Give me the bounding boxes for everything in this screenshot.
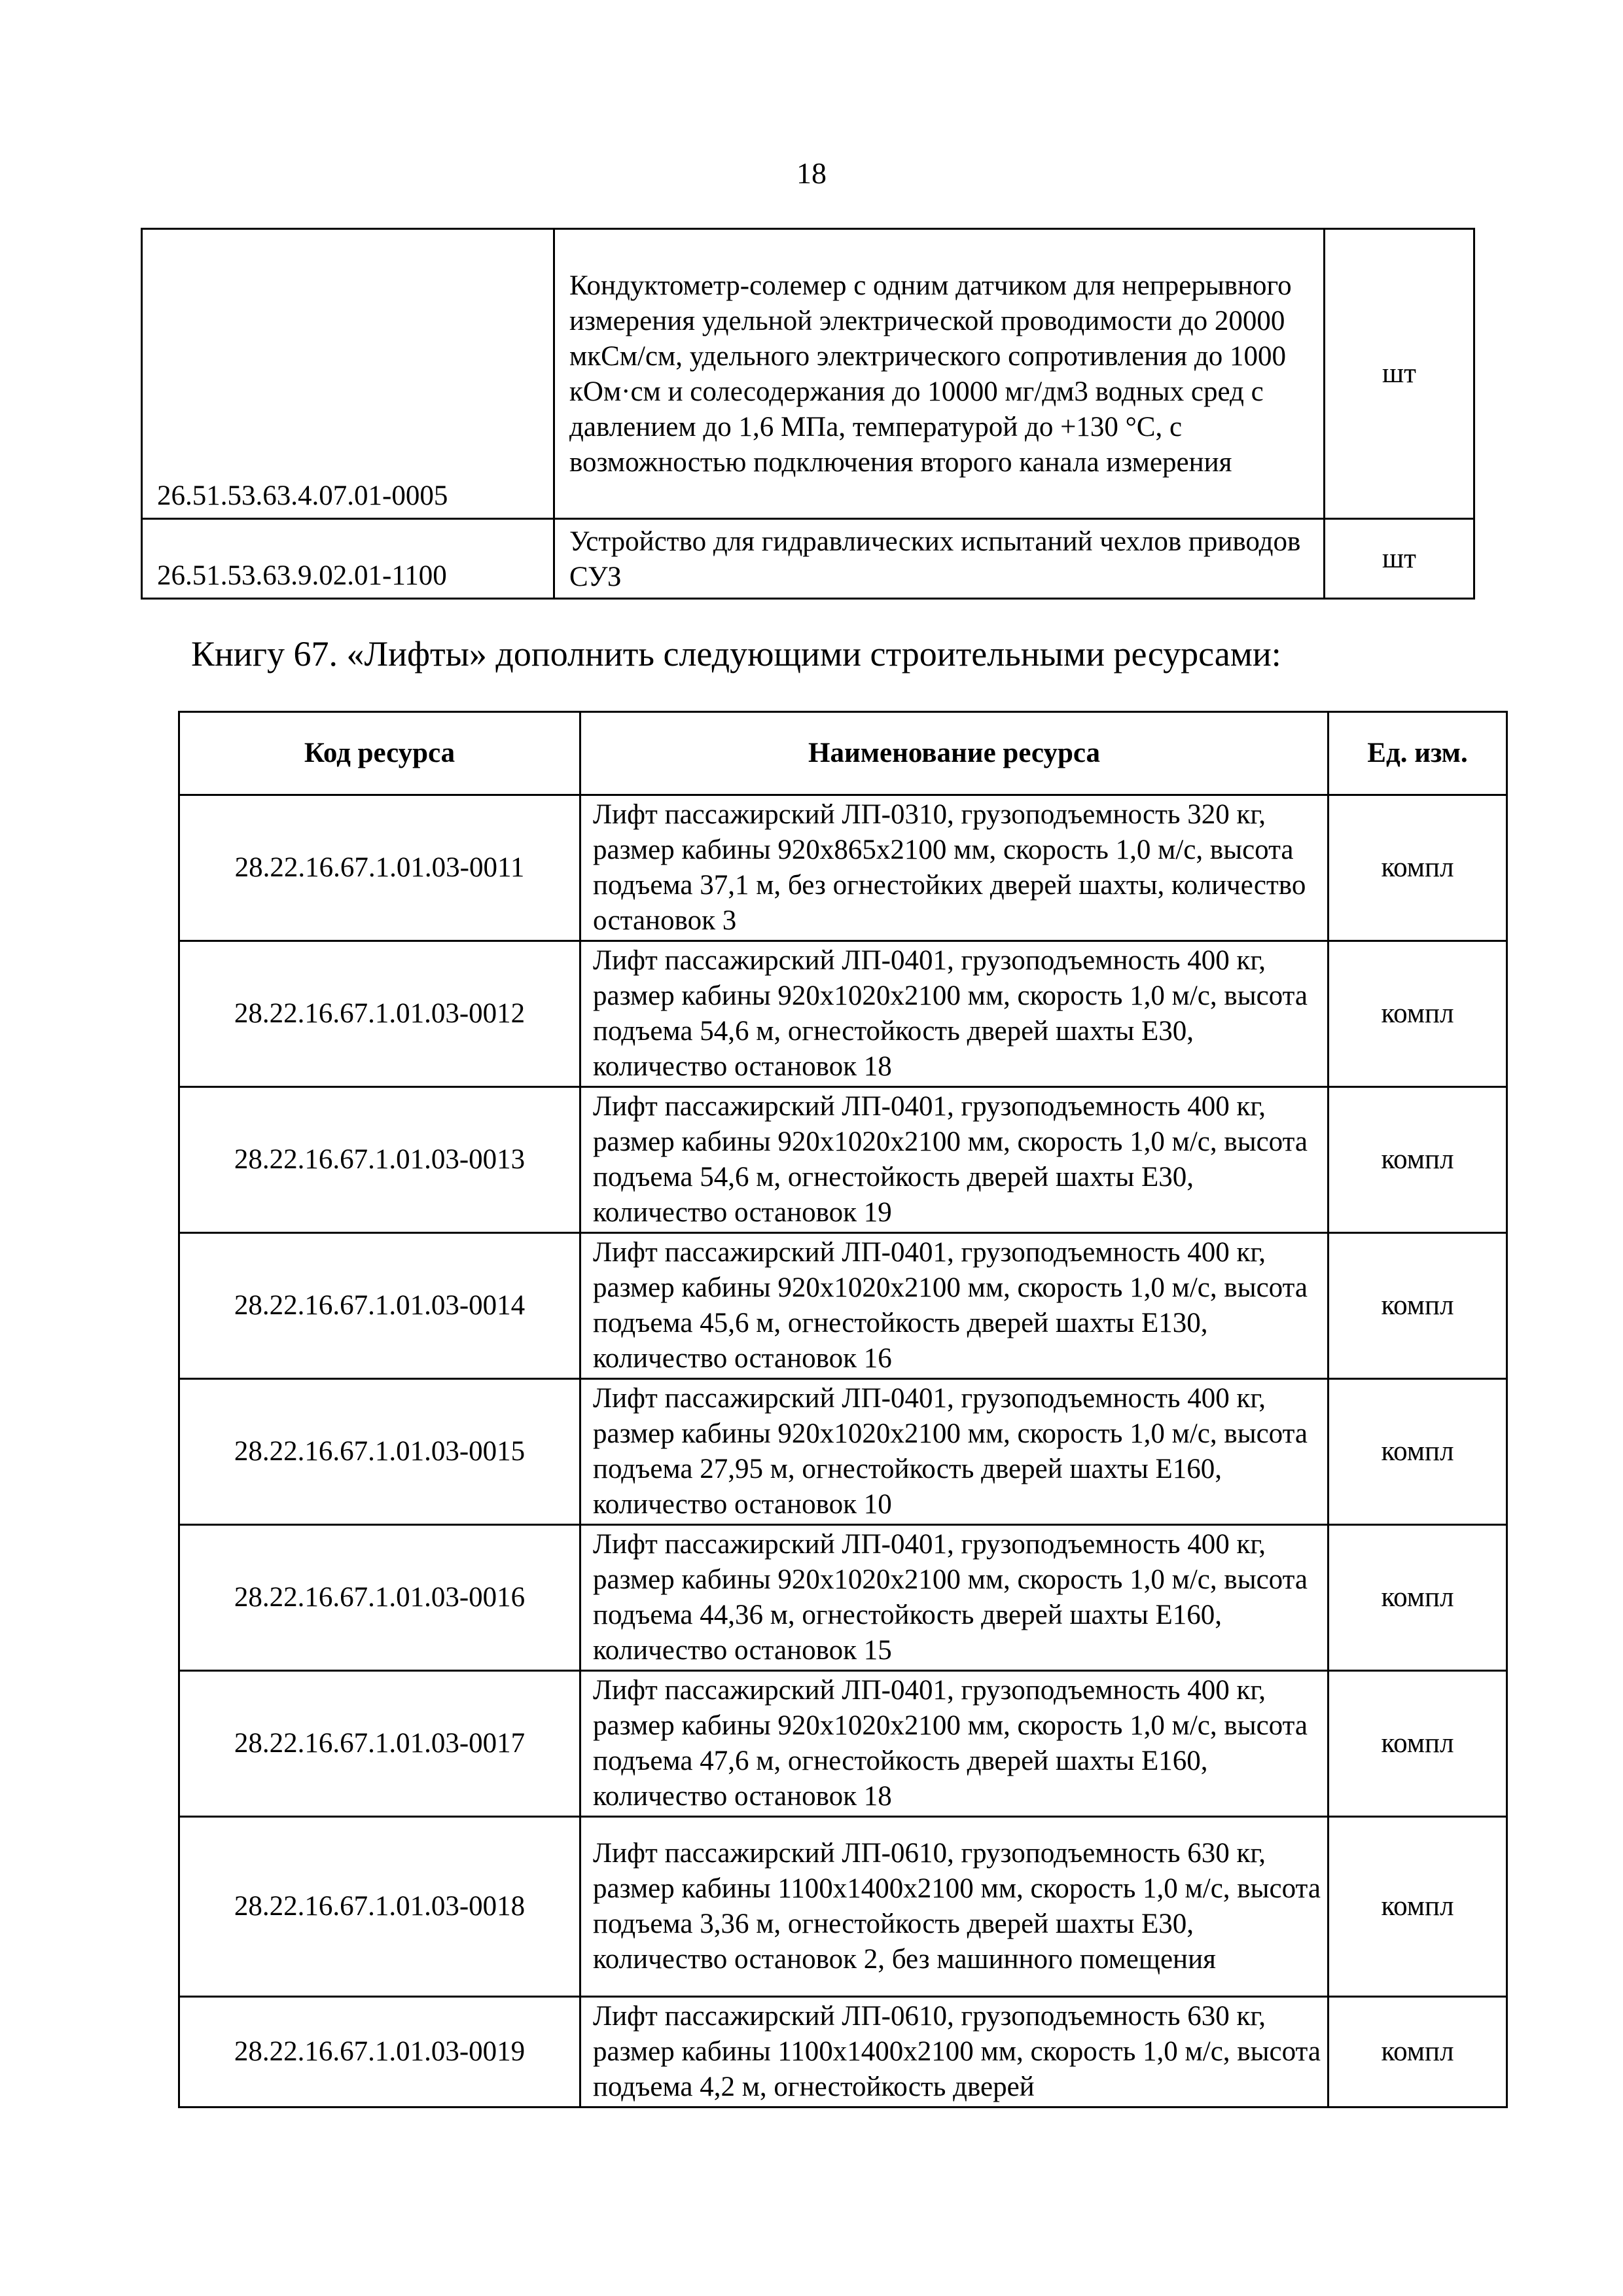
resource-name: Лифт пассажирский ЛП-0610, грузоподъемность 630 кг, размер кабины 1100x1400x2100 мм, скорость 1,0 м/с, высота подъема 3,36 м, огнестойкость дверей шахты Е30, количество остановок 2, без машинного помещения xyxy=(580,1817,1329,1997)
resource-unit: компл xyxy=(1329,1997,1507,2108)
resource-unit: компл xyxy=(1329,1233,1507,1379)
resource-name: Лифт пассажирский ЛП-0401, грузоподъемность 400 кг, размер кабины 920x1020x2100 мм, скорость 1,0 м/с, высота подъема 54,6 м, огнестойкость дверей шахты Е30, количество остановок 19 xyxy=(580,1087,1329,1233)
section-heading: Книгу 67. «Лифты» дополнить следующими строительными ресурсами: xyxy=(191,634,1281,673)
resource-name: Лифт пассажирский ЛП-0310, грузоподъемность 320 кг, размер кабины 920x865x2100 мм, скорость 1,0 м/с, высота подъема 37,1 м, без огнестойких дверей шахты, количество остановок 3 xyxy=(580,795,1329,941)
resource-code: 28.22.16.67.1.01.03-0012 xyxy=(179,941,580,1087)
header-name: Наименование ресурса xyxy=(580,712,1329,795)
table-row xyxy=(179,941,1507,1087)
resource-code: 26.51.53.63.9.02.01-1100 xyxy=(142,519,554,599)
table-row xyxy=(142,519,1474,599)
resource-unit: компл xyxy=(1329,1817,1507,1997)
table-header-row xyxy=(179,712,1507,795)
table-row xyxy=(179,1671,1507,1817)
table-row xyxy=(179,1233,1507,1379)
resource-name: Лифт пассажирский ЛП-0401, грузоподъемность 400 кг, размер кабины 920x1020x2100 мм, скорость 1,0 м/с, высота подъема 27,95 м, огнестойкость дверей шахты Е160, количество остановок 10 xyxy=(580,1379,1329,1525)
resource-code: 28.22.16.67.1.01.03-0015 xyxy=(179,1379,580,1525)
table-row xyxy=(179,795,1507,941)
resource-code: 28.22.16.67.1.01.03-0011 xyxy=(179,795,580,941)
resource-name: Лифт пассажирский ЛП-0401, грузоподъемность 400 кг, размер кабины 920x1020x2100 мм, скорость 1,0 м/с, высота подъема 45,6 м, огнестойкость дверей шахты Е130, количество остановок 16 xyxy=(580,1233,1329,1379)
resource-name: Лифт пассажирский ЛП-0401, грузоподъемность 400 кг, размер кабины 920x1020x2100 мм, скорость 1,0 м/с, высота подъема 47,6 м, огнестойкость дверей шахты Е160, количество остановок 18 xyxy=(580,1671,1329,1817)
resource-unit: компл xyxy=(1329,941,1507,1087)
resource-unit: шт xyxy=(1325,229,1474,519)
header-unit: Ед. изм. xyxy=(1329,712,1507,795)
table-row xyxy=(179,1087,1507,1233)
table-row xyxy=(179,1379,1507,1525)
resource-name: Кондуктометр-солемер с одним датчиком для непрерывного измерения удельной электрической проводимости до 20000 мкСм/см, удельного электрического сопротивления до 1000 кОм·см и солесодержания до 10000 мг/дм3 водных сред с давлением до 1,6 МПа, температурой до +130 °С, с возможностью подключения второго канала измерения xyxy=(554,229,1325,519)
resource-unit: компл xyxy=(1329,1379,1507,1525)
resource-unit: компл xyxy=(1329,1671,1507,1817)
resource-table-continued xyxy=(141,228,1475,600)
resource-code: 28.22.16.67.1.01.03-0019 xyxy=(179,1997,580,2108)
resource-name: Лифт пассажирский ЛП-0401, грузоподъемность 400 кг, размер кабины 920x1020x2100 мм, скорость 1,0 м/с, высота подъема 44,36 м, огнестойкость дверей шахты Е160, количество остановок 15 xyxy=(580,1525,1329,1671)
page-number: 18 xyxy=(796,156,827,190)
resource-table xyxy=(178,711,1508,2108)
resource-unit: компл xyxy=(1329,795,1507,941)
resource-name: Лифт пассажирский ЛП-0401, грузоподъемность 400 кг, размер кабины 920x1020x2100 мм, скорость 1,0 м/с, высота подъема 54,6 м, огнестойкость дверей шахты Е30, количество остановок 18 xyxy=(580,941,1329,1087)
resource-unit: компл xyxy=(1329,1087,1507,1233)
resource-code: 28.22.16.67.1.01.03-0014 xyxy=(179,1233,580,1379)
resource-name: Лифт пассажирский ЛП-0610, грузоподъемность 630 кг, размер кабины 1100x1400x2100 мм, скорость 1,0 м/с, высота подъема 4,2 м, огнестойкость дверей xyxy=(580,1997,1329,2108)
resource-unit: компл xyxy=(1329,1525,1507,1671)
resource-code: 26.51.53.63.4.07.01-0005 xyxy=(142,229,554,519)
resource-code: 28.22.16.67.1.01.03-0016 xyxy=(179,1525,580,1671)
resource-code: 28.22.16.67.1.01.03-0018 xyxy=(179,1817,580,1997)
table-row xyxy=(179,1525,1507,1671)
table-row xyxy=(179,1817,1507,1997)
resource-code: 28.22.16.67.1.01.03-0013 xyxy=(179,1087,580,1233)
resource-unit: шт xyxy=(1325,519,1474,599)
table-row xyxy=(179,1997,1507,2108)
resource-name: Устройство для гидравлических испытаний чехлов приводов СУЗ xyxy=(554,519,1325,599)
resource-code: 28.22.16.67.1.01.03-0017 xyxy=(179,1671,580,1817)
header-code: Код ресурса xyxy=(179,712,580,795)
table-row xyxy=(142,229,1474,519)
